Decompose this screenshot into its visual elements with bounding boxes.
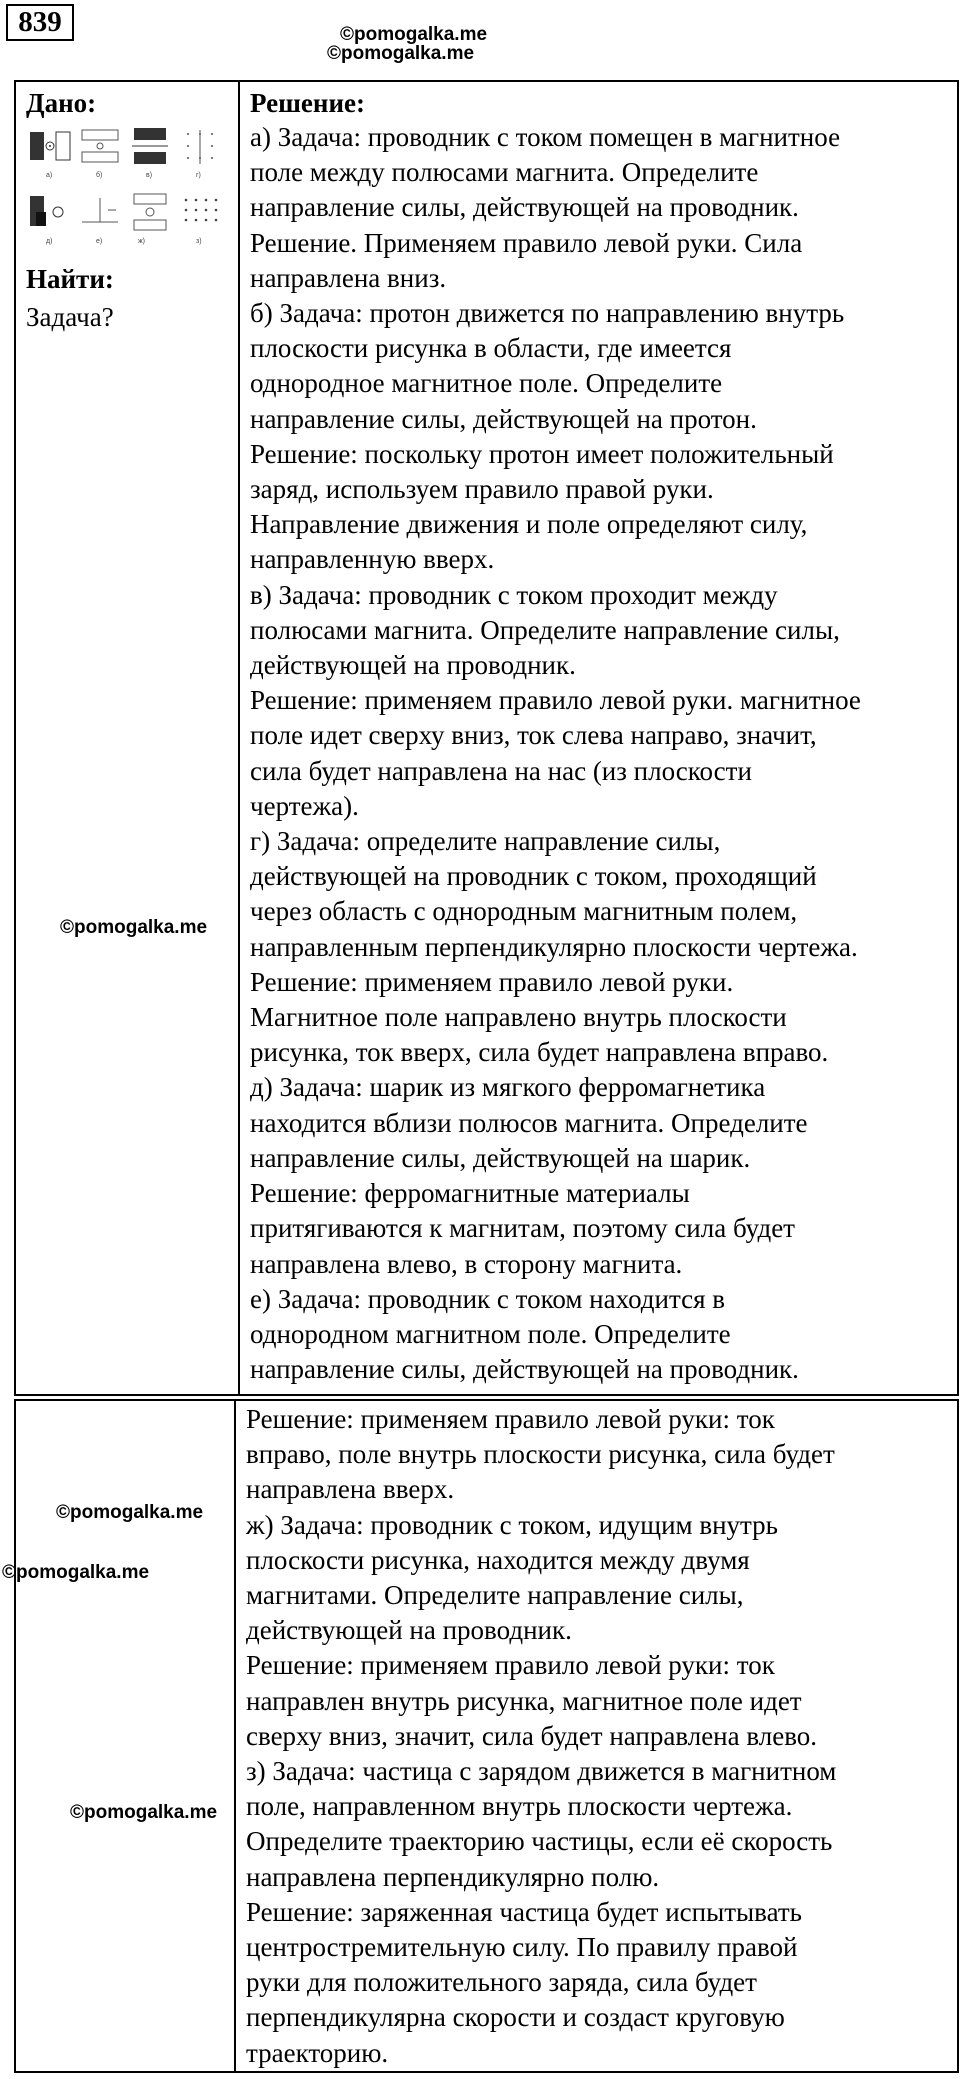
given-figures bbox=[28, 126, 238, 256]
solution-line: направленную вверх. bbox=[250, 544, 495, 575]
solution-line: однородном магнитном поле. Определите bbox=[250, 1318, 731, 1349]
solution-line: направление силы, действующей на проводник. bbox=[250, 192, 799, 223]
solution-line: перпендикулярна скорости и создаст круговую bbox=[246, 2002, 785, 2033]
solution-line: направленным перпендикулярно плоскости чертежа. bbox=[250, 931, 858, 962]
solution-line: центростремительную силу. По правилу правой bbox=[246, 1932, 798, 1963]
solution-line: траекторию. bbox=[246, 2037, 389, 2068]
watermark-lower-3: ©pomogalka.me bbox=[70, 1802, 218, 1823]
solution-line: Магнитное поле направлено внутрь плоскости bbox=[250, 1002, 787, 1033]
solution-line: притягиваются к магнитам, поэтому сила будет bbox=[250, 1213, 795, 1244]
solution-line: направление силы, действующей на шарик. bbox=[250, 1142, 751, 1173]
solution-heading: Решение: bbox=[250, 88, 365, 118]
figure-e bbox=[28, 192, 72, 236]
solution-line: находится вблизи полюсов магнита. Определите bbox=[250, 1107, 808, 1138]
figure-caption-e: д) bbox=[46, 238, 53, 245]
solution-line: направление силы, действующей на проводник. bbox=[250, 1354, 799, 1385]
solution-line: вправо, поле внутрь плоскости рисунка, сила будет bbox=[246, 1439, 835, 1470]
figure-caption-h: з) bbox=[196, 238, 202, 245]
solution-line: в) Задача: проводник с током проходит между bbox=[250, 579, 778, 610]
solution-line: через область с однородным магнитным полем, bbox=[250, 896, 798, 927]
watermark-mid: ©pomogalka.me bbox=[60, 917, 208, 938]
solution-line: д) Задача: шарик из мягкого ферромагнетика bbox=[250, 1072, 766, 1103]
solution-line: направление силы, действующей на протон. bbox=[250, 403, 757, 434]
solution-line: сверху вниз, значит, сила будет направлена влево. bbox=[246, 1720, 818, 1751]
figure-f bbox=[78, 192, 122, 236]
solution-line: Определите траекторию частицы, если её скорость bbox=[246, 1826, 833, 1857]
solution-line: однородное магнитное поле. Определите bbox=[250, 368, 723, 399]
solution-line: направлена влево, в сторону магнита. bbox=[250, 1248, 683, 1279]
solution-line: сила будет направлена на нас (из плоскости bbox=[250, 755, 752, 786]
figure-caption-f: е) bbox=[96, 238, 103, 245]
solution-line: ж) Задача: проводник с током, идущим внутрь bbox=[246, 1509, 778, 1540]
solution-table-2 bbox=[14, 1399, 959, 2073]
find-value: Задача? bbox=[26, 302, 114, 332]
solution-line: полюсами магнита. Определите направление силы, bbox=[250, 614, 840, 645]
given-column-2 bbox=[15, 1400, 235, 2072]
solution-line: з) Задача: частица с зарядом движется в магнитном bbox=[246, 1756, 837, 1787]
solution-line: Решение: применяем правило левой руки. магнитное bbox=[250, 685, 861, 716]
solution-line: г) Задача: определите направление силы, bbox=[250, 826, 721, 857]
solution-column-2 bbox=[235, 1400, 958, 2072]
watermark-top-1: ©pomogalka.me bbox=[340, 24, 488, 45]
solution-line: Направление движения и поле определяют силу, bbox=[250, 509, 808, 540]
solution-line: поле идет сверху вниз, ток слева направо, значит, bbox=[250, 720, 817, 751]
solution-text-1 bbox=[240, 120, 957, 1387]
solution-line: заряд, используем правило правой руки. bbox=[250, 474, 714, 505]
solution-line: Решение. Применяем правило левой руки. Сила bbox=[250, 227, 803, 258]
solution-column bbox=[239, 81, 958, 1395]
figure-caption-g: ж) bbox=[138, 238, 146, 245]
solution-line: Решение: ферромагнитные материалы bbox=[250, 1178, 690, 1209]
given-heading: Дано: bbox=[26, 88, 97, 118]
figure-h bbox=[178, 192, 222, 236]
solution-line: направлен внутрь рисунка, магнитное поле идет bbox=[246, 1685, 802, 1716]
figure-g bbox=[128, 192, 172, 236]
figure-caption-a: а) bbox=[46, 172, 53, 179]
solution-line: плоскости рисунка в области, где имеется bbox=[250, 333, 732, 364]
solution-table-1 bbox=[14, 80, 959, 1396]
solution-line: Решение: применяем правило левой руки: ток bbox=[246, 1650, 775, 1681]
solution-line: руки для положительного заряда, сила будет bbox=[246, 1967, 757, 1998]
solution-line: Решение: применяем правило левой руки: ток bbox=[246, 1404, 775, 1434]
given-column bbox=[15, 81, 239, 1395]
find-heading: Найти: bbox=[26, 264, 114, 294]
figure-caption-b: б) bbox=[96, 172, 103, 179]
watermark-lower-2: ©pomogalka.me bbox=[2, 1562, 150, 1583]
figure-a bbox=[28, 126, 72, 170]
solution-line: магнитами. Определите направление силы, bbox=[246, 1580, 744, 1611]
solution-line: действующей на проводник с током, проходящий bbox=[250, 861, 817, 892]
solution-line: чертежа). bbox=[250, 790, 359, 821]
solution-line: поле, направленном внутрь плоскости чертежа. bbox=[246, 1791, 793, 1822]
watermark-lower-1: ©pomogalka.me bbox=[56, 1502, 204, 1523]
solution-line: плоскости рисунка, находится между двумя bbox=[246, 1544, 750, 1575]
solution-line: е) Задача: проводник с током находится в bbox=[250, 1283, 726, 1314]
solution-line: направлена вверх. bbox=[246, 1474, 455, 1505]
figure-caption-d: г) bbox=[196, 172, 201, 179]
solution-line: Решение: применяем правило левой руки. bbox=[250, 966, 734, 997]
solution-line: действующей на проводник. bbox=[250, 650, 576, 681]
solution-text-2 bbox=[236, 1401, 957, 2071]
solution-line: направлена вниз. bbox=[250, 262, 447, 293]
solution-line: Решение: заряженная частица будет испытывать bbox=[246, 1896, 802, 1927]
solution-line: Решение: поскольку протон имеет положительный bbox=[250, 438, 834, 469]
figure-c bbox=[128, 126, 172, 170]
solution-line: поле между полюсами магнита. Определите bbox=[250, 157, 759, 188]
solution-line: б) Задача: протон движется по направлению внутрь bbox=[250, 298, 845, 329]
watermark-top-2: ©pomogalka.me bbox=[327, 43, 475, 64]
solution-line: а) Задача: проводник с током помещен в магнитное bbox=[250, 122, 841, 152]
figure-b bbox=[78, 126, 122, 170]
problem-number: 839 bbox=[6, 4, 74, 41]
solution-line: действующей на проводник. bbox=[246, 1615, 572, 1646]
figure-caption-c: в) bbox=[146, 172, 153, 179]
solution-line: направлена перпендикулярно полю. bbox=[246, 1861, 660, 1892]
solution-line: рисунка, ток вверх, сила будет направлена вправо. bbox=[250, 1037, 829, 1068]
figure-d bbox=[178, 126, 222, 170]
